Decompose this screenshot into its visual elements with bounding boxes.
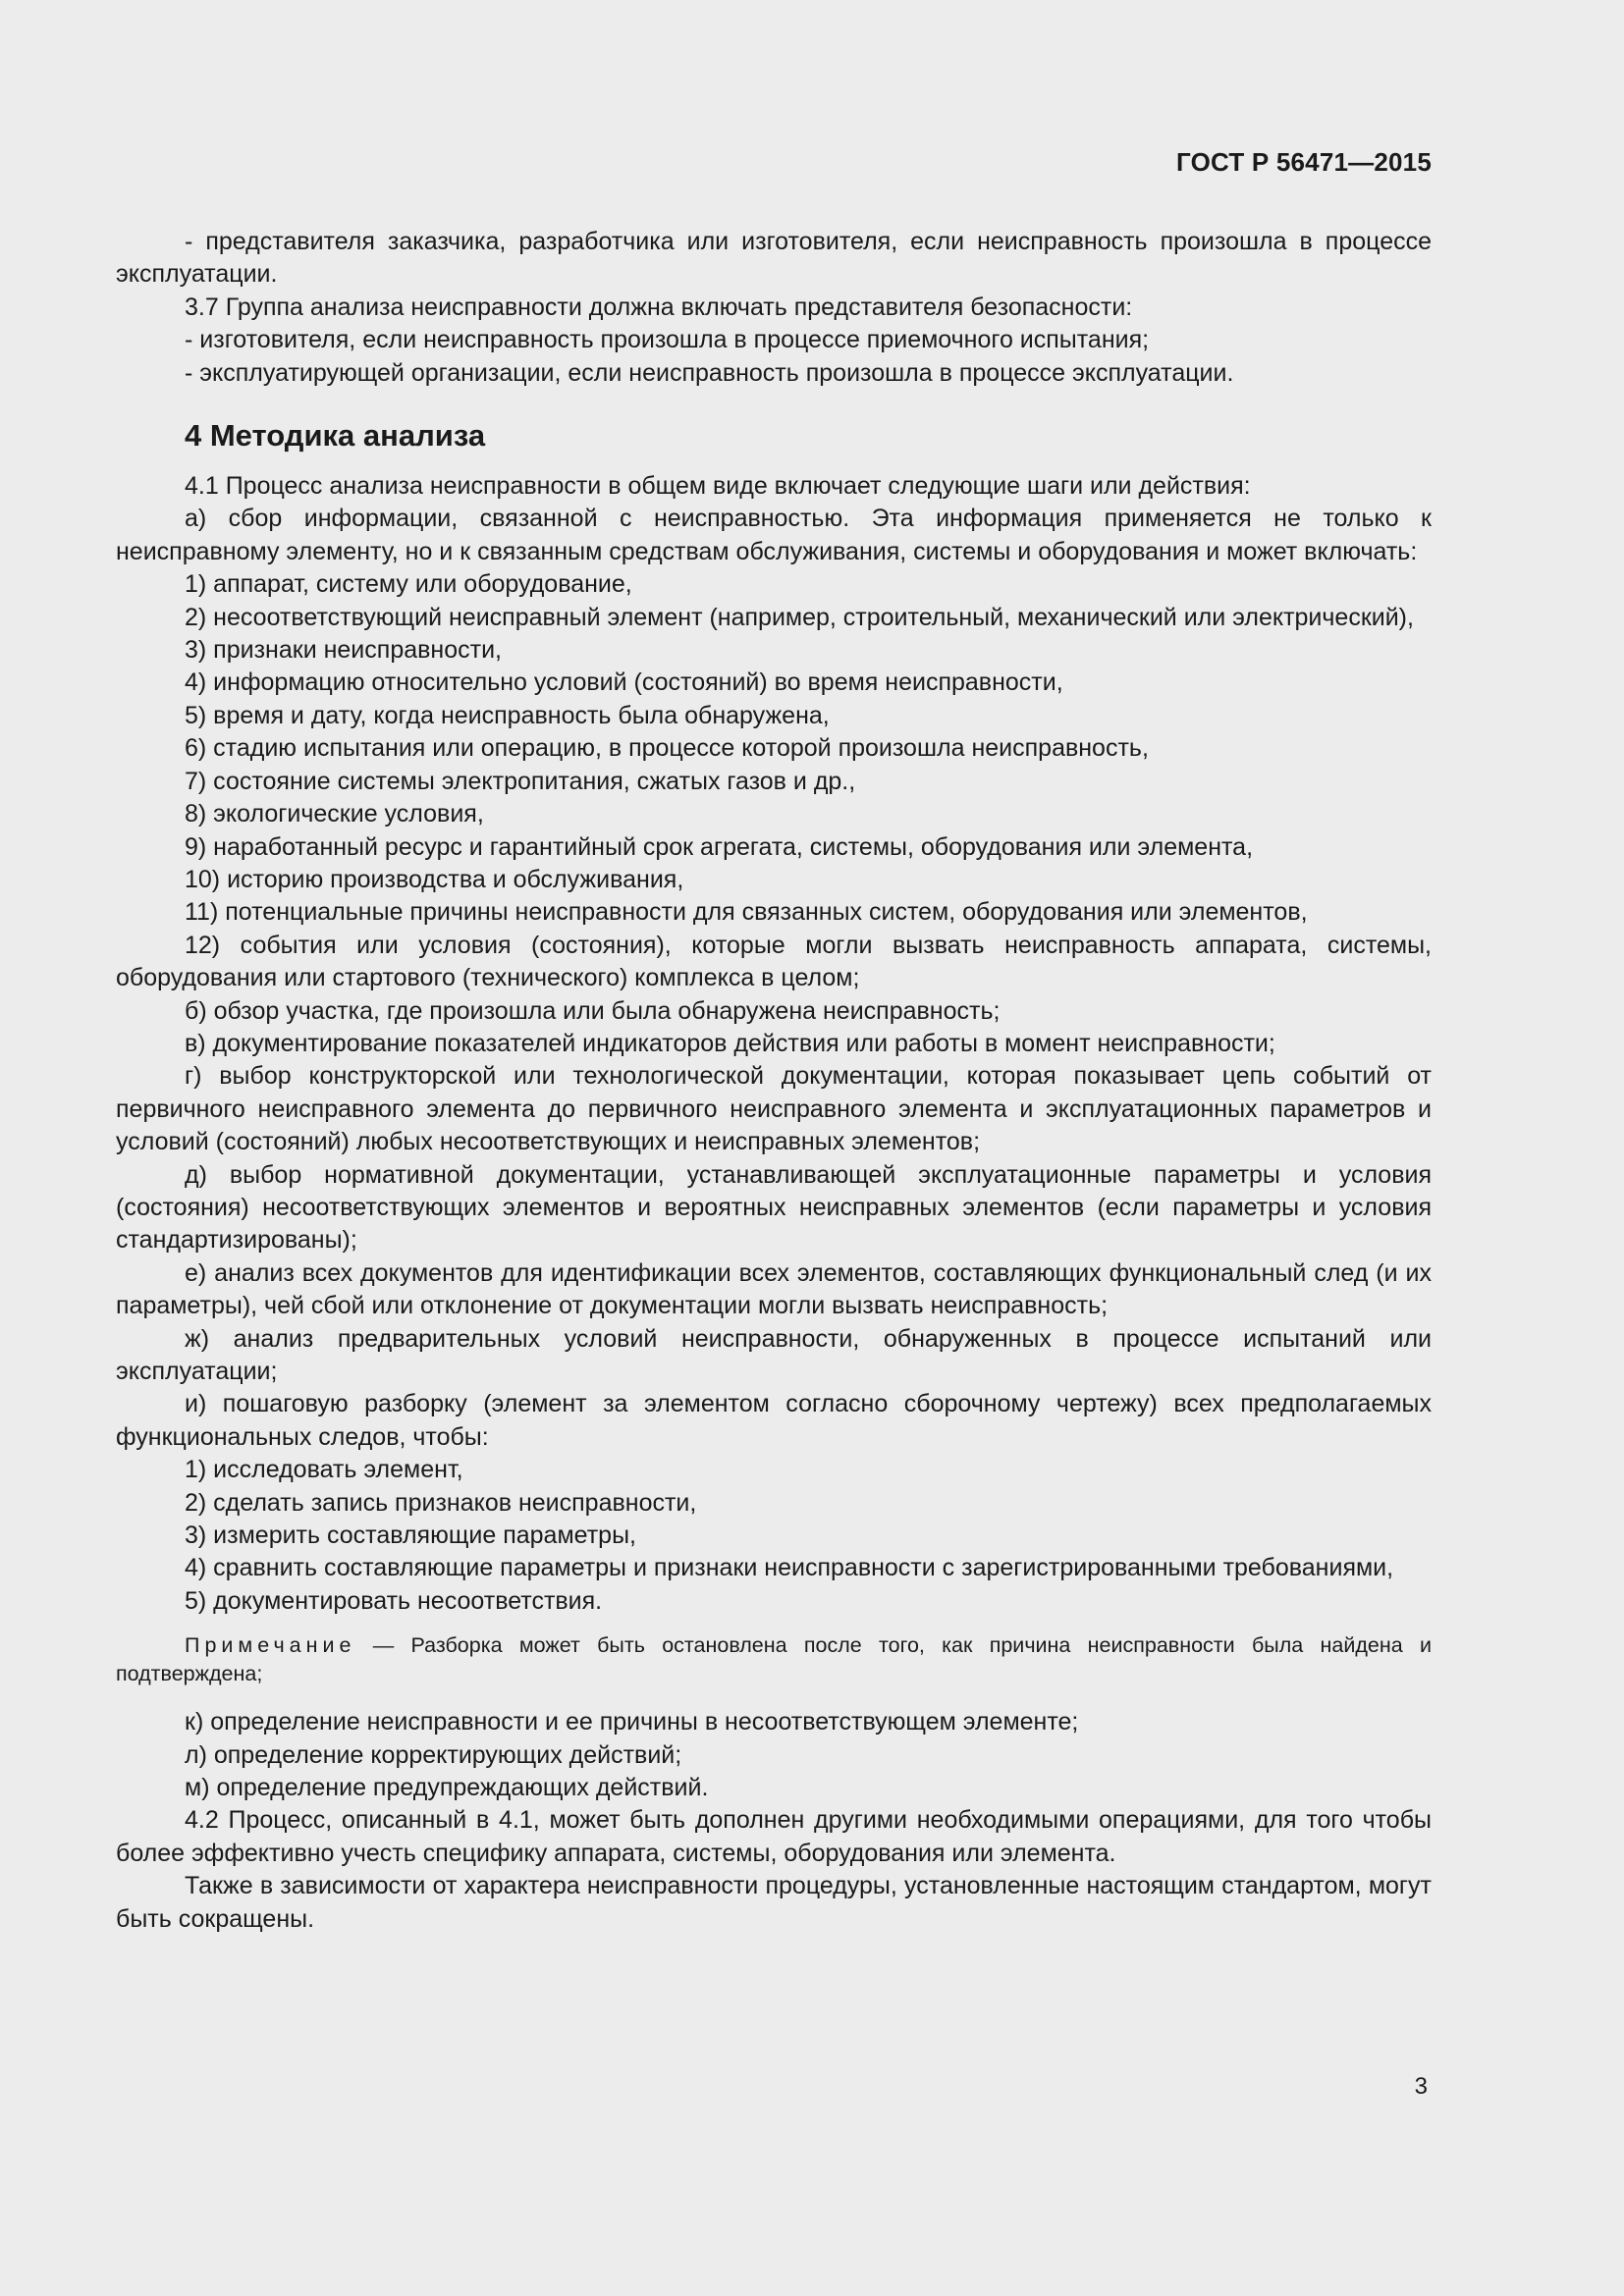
document-body — [116, 226, 1432, 1936]
list-item: 9) наработанный ресурс и гарантийный срок агрегата, системы, оборудования или элемента, — [185, 832, 1254, 861]
list-item: 12) события или условия (состояния), которые могли вызвать неисправность аппарата, системы, оборудования или стартового (технического) комплекса в целом; — [116, 931, 1432, 992]
paragraph: - эксплуатирующей организации, если неисправность произошла в процессе эксплуатации. — [185, 358, 1234, 387]
paragraph: а) сбор информации, связанной с неисправностью. Эта информация применяется не только к неисправному элементу, но и к связанным средствам обслуживания, системы и оборудования и может включать: — [116, 505, 1432, 565]
list-item: ж) анализ предварительных условий неисправности, обнаруженных в процессе испытаний или эксплуатации; — [116, 1324, 1432, 1385]
section-heading: 4 Методика анализа — [185, 418, 486, 454]
list-item: 8) экологические условия, — [185, 800, 484, 828]
paragraph: - изготовителя, если неисправность произошла в процессе приемочного испытания; — [185, 326, 1150, 354]
document-id-header: ГОСТ Р 56471—2015 — [1176, 147, 1432, 177]
list-item: 1) аппарат, систему или оборудование, — [185, 570, 632, 599]
list-item: д) выбор нормативной документации, устанавливающей эксплуатационные параметры и условия (состояния) несоответствующих элементов и вероятных неисправных элементов (если параметры и условия стандартизированы); — [116, 1160, 1432, 1255]
list-item: 10) историю производства и обслуживания, — [185, 865, 684, 893]
list-item: 3) признаки неисправности, — [185, 636, 502, 665]
paragraph: Также в зависимости от характера неисправности процедуры, установленные настоящим стандартом, могут быть сокращены. — [116, 1872, 1432, 1933]
paragraph: 4.1 Процесс анализа неисправности в общем виде включает следующие шаги или действия: — [185, 472, 1251, 501]
list-item: 11) потенциальные причины неисправности для связанных систем, оборудования или элементов, — [185, 898, 1308, 927]
note-text: — Разборка может быть остановлена после того, как причина неисправности была найдена и подтверждена; — [116, 1633, 1432, 1686]
list-item: и) пошаговую разборку (элемент за элементом согласно сборочному чертежу) всех предполагаемых функциональных следов, чтобы: — [116, 1390, 1432, 1451]
note — [116, 1631, 1432, 1688]
page-number: 3 — [1414, 2073, 1428, 2100]
list-item: 5) документировать несоответствия. — [185, 1586, 603, 1615]
list-item: 2) несоответствующий неисправный элемент (например, строительный, механический или электрический), — [185, 603, 1414, 631]
document-page — [116, 0, 1432, 2296]
paragraph: - представителя заказчика, разработчика или изготовителя, если неисправность произошла в процессе эксплуатации. — [116, 228, 1432, 289]
list-item: 6) стадию испытания или операцию, в процессе которой произошла неисправность, — [185, 734, 1149, 763]
note-label: Примечание — [185, 1633, 356, 1658]
list-item: к) определение неисправности и ее причины в несоответствующем элементе; — [185, 1708, 1079, 1736]
list-item: м) определение предупреждающих действий. — [185, 1774, 709, 1802]
list-item: 3) измерить составляющие параметры, — [185, 1522, 636, 1550]
list-item: 4) сравнить составляющие параметры и признаки неисправности с зарегистрированными требованиями, — [185, 1554, 1394, 1582]
list-item: 4) информацию относительно условий (состояний) во время неисправности, — [185, 668, 1063, 697]
list-item: 5) время и дату, когда неисправность была обнаружена, — [185, 701, 830, 729]
list-item: 1) исследовать элемент, — [185, 1456, 463, 1484]
paragraph: 3.7 Группа анализа неисправности должна включать представителя безопасности: — [185, 293, 1133, 321]
paragraph: 4.2 Процесс, описанный в 4.1, может быть дополнен другими необходимыми операциями, для того чтобы более эффективно учесть специфику аппарата, системы, оборудования или элемента. — [116, 1806, 1432, 1867]
list-item: е) анализ всех документов для идентификации всех элементов, составляющих функциональный след (и их параметры), чей сбой или отклонение от документации могли вызвать неисправность; — [116, 1258, 1432, 1320]
list-item: 7) состояние системы электропитания, сжатых газов и др., — [185, 767, 856, 795]
list-item: л) определение корректирующих действий; — [185, 1740, 682, 1769]
list-item: в) документирование показателей индикаторов действия или работы в момент неисправности; — [185, 1029, 1275, 1057]
list-item: 2) сделать запись признаков неисправности, — [185, 1488, 697, 1517]
list-item: г) выбор конструкторской или технологической документации, которая показывает цепь событий от первичного неисправного элемента до первичного неисправного элемента и эксплуатационных параметров и условий (состояний) любых несоответствующих и неисправных элементов; — [116, 1062, 1432, 1156]
list-item: б) обзор участка, где произошла или была обнаружена неисправность; — [185, 996, 1001, 1025]
